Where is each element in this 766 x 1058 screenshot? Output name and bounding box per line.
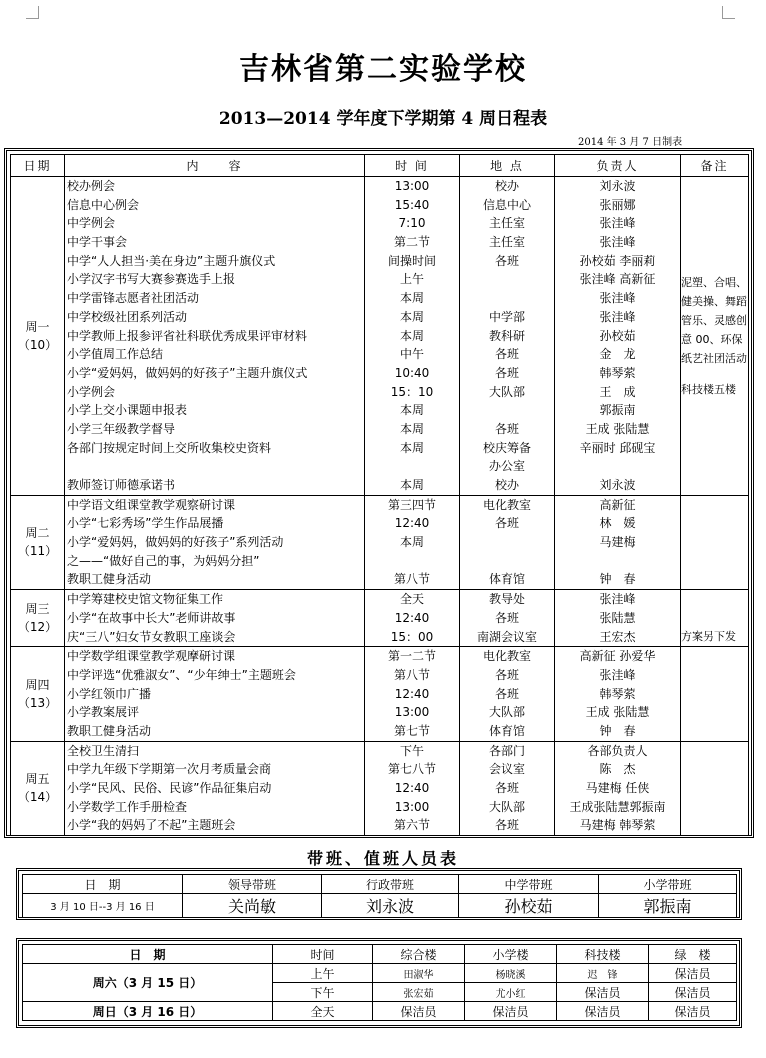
event-content-column	[65, 741, 365, 835]
event-time: 本周	[399, 421, 424, 436]
weekend-sun-row	[23, 1002, 737, 1021]
event-place: 办公室	[488, 459, 525, 474]
weekend-header-primary: 小学楼	[465, 945, 557, 964]
event-time-column	[365, 177, 460, 496]
duty-table	[22, 874, 737, 918]
event-content: 小学“民风、民俗、民谚”作品征集启动	[67, 781, 272, 795]
event-time: 15：00	[390, 629, 434, 644]
event-place: 中学部	[488, 309, 525, 324]
event-place: 主任室	[488, 216, 525, 231]
event-person: 马建梅	[599, 535, 636, 550]
event-content: 中学数学组课堂教学观摩研讨课	[67, 649, 236, 664]
event-content: 教职工健身活动	[67, 723, 152, 738]
event-place: 教科研	[488, 328, 525, 343]
event-time: 全天	[399, 592, 424, 607]
weekend-header-time: 时间	[273, 945, 373, 964]
schedule-header-row	[11, 155, 749, 177]
event-person: 刘永波	[599, 179, 636, 193]
event-place	[460, 289, 554, 308]
event-place	[460, 401, 554, 420]
event-person: 张洼峰	[599, 309, 636, 324]
event-place: 校庆筹备	[482, 440, 531, 455]
event-place: 各班	[494, 516, 519, 531]
event-place: 各班	[494, 610, 519, 625]
schedule-table	[10, 154, 749, 836]
event-content: 庆“三八”妇女节女教职工座谈会	[67, 629, 236, 644]
event-person: 王宏杰	[599, 629, 636, 644]
header-place: 地 点	[460, 155, 555, 177]
day-number: （10）	[17, 337, 58, 352]
event-time: 本周	[399, 328, 424, 343]
event-person: 马建梅 任侠	[585, 781, 650, 795]
event-content: 信息中心例会	[67, 197, 140, 212]
event-content: 小学“七彩秀场”学生作品展播	[67, 516, 224, 531]
day-label	[11, 647, 65, 741]
event-time-column	[365, 495, 460, 589]
event-place: 各班	[494, 781, 519, 795]
event-content: 全校卫生清扫	[67, 743, 140, 758]
event-content: 中学教师上报参评省社科联优秀成果评审材料	[67, 328, 308, 343]
sun-complex: 保洁员	[373, 1002, 465, 1021]
event-person: 孙校茹 李丽莉	[579, 253, 656, 268]
day-label	[11, 590, 65, 647]
sat-pm-complex: 张宏茹	[373, 983, 465, 1002]
weekend-sat-label: 周六（3 月 15 日）	[23, 964, 273, 1002]
sat-am-complex: 田淑华	[373, 964, 465, 983]
event-content: 教师签订师德承诺书	[67, 478, 176, 492]
day-note	[681, 590, 749, 647]
event-person	[555, 457, 680, 476]
event-person: 韩琴萦	[599, 365, 636, 380]
sat-pm-tech: 保洁员	[557, 983, 649, 1002]
event-time: 第一二节	[387, 649, 436, 664]
duty-header-primary: 小学带班	[599, 875, 737, 894]
day-number: （12）	[17, 620, 58, 635]
schedule-subtitle: 2013—2014 学年度下学期第 4 周日程表	[218, 109, 548, 129]
note-text: 方案另下发	[681, 630, 736, 644]
event-time: 本周	[399, 440, 424, 455]
duty-row	[23, 894, 737, 918]
event-person: 王成张陆慧郭振南	[569, 799, 666, 814]
event-place	[460, 533, 554, 552]
event-time-column	[365, 590, 460, 647]
event-place: 体育馆	[488, 723, 525, 738]
event-time: 第二节	[393, 235, 430, 250]
event-time: 第六节	[393, 818, 430, 833]
event-time: 本周	[399, 403, 424, 418]
duty-header-date: 日 期	[23, 875, 183, 894]
event-place: 大队部	[488, 384, 525, 399]
event-person: 孙校茹	[599, 328, 636, 343]
event-content: 教职工健身活动	[67, 572, 152, 587]
schedule-body	[11, 177, 749, 836]
event-person: 马建梅 韩琴萦	[579, 818, 656, 833]
event-place: 电化教室	[482, 497, 531, 512]
event-person: 张洼峰	[599, 291, 636, 306]
duty-primary: 郭振南	[599, 894, 737, 918]
event-place: 各班	[494, 347, 519, 362]
event-content: 中学九年级下学期第一次月考质量会商	[67, 762, 272, 777]
event-place: 各班	[494, 818, 519, 833]
made-date: 2014 年 3 月 7 日制表	[578, 137, 683, 148]
event-time: 本周	[399, 309, 424, 324]
duty-header-row	[23, 875, 737, 894]
event-person: 张洼峰	[599, 667, 636, 682]
event-person: 高新征	[599, 497, 636, 512]
event-time: 13:00	[394, 179, 430, 193]
day-row	[11, 741, 749, 835]
sat-pm-primary: 尤小红	[465, 983, 557, 1002]
event-content: 中学“人人担当·美在身边”主题升旗仪式	[67, 253, 276, 268]
event-time: 间操时间	[387, 253, 436, 268]
duty-leader: 关尚敏	[183, 894, 322, 918]
sun-tech: 保洁员	[557, 1002, 649, 1021]
sun-green: 保洁员	[649, 1002, 737, 1021]
header-date: 日期	[11, 155, 65, 177]
day-label	[11, 177, 65, 496]
weekend-sat-am-row	[23, 964, 737, 983]
event-content-column	[65, 590, 365, 647]
event-place: 教导处	[488, 592, 525, 607]
event-content	[65, 457, 364, 476]
event-time-column	[365, 647, 460, 741]
day-name: 周五	[25, 772, 50, 787]
event-person: 张洼峰	[599, 216, 636, 231]
event-person: 张丽娜	[599, 197, 636, 212]
event-person: 郭振南	[599, 403, 636, 418]
event-time: 15：10	[390, 384, 434, 399]
event-person: 钟 春	[599, 723, 636, 738]
event-content: 中学雷锋志愿者社团活动	[67, 291, 200, 306]
event-time-column	[365, 741, 460, 835]
event-content: 小学三年级教学督导	[67, 421, 176, 436]
day-row	[11, 177, 749, 496]
event-place-column	[460, 647, 555, 741]
event-place-column	[460, 741, 555, 835]
event-person: 林 媛	[599, 516, 636, 531]
event-person: 陈 杰	[599, 762, 636, 777]
event-person: 韩琴萦	[599, 686, 636, 701]
event-time: 10:40	[394, 365, 430, 380]
event-content: 小学例会	[67, 384, 116, 399]
event-time	[365, 552, 459, 571]
event-content-column	[65, 647, 365, 741]
day-name: 周四	[25, 677, 50, 692]
sat-am-time: 上午	[273, 964, 373, 983]
duty-header-leader: 领导带班	[183, 875, 322, 894]
header-time: 时 间	[365, 155, 460, 177]
event-time: 12:40	[394, 610, 430, 625]
event-person-column	[555, 647, 681, 741]
sat-pm-time: 下午	[273, 983, 373, 1002]
event-time: 12:40	[394, 686, 430, 701]
event-person: 钟 春	[599, 572, 636, 587]
weekend-header-row	[23, 945, 737, 964]
event-time: 第三四节	[387, 497, 436, 512]
event-content: 小学数学工作手册检查	[67, 799, 188, 814]
event-place-column	[460, 590, 555, 647]
event-time: 本周	[399, 478, 424, 492]
event-content: 小学“在故事中长大”老师讲故事	[67, 610, 236, 625]
event-place: 各班	[494, 421, 519, 436]
event-place: 体育馆	[488, 572, 525, 587]
event-place: 校办	[494, 179, 519, 193]
event-place: 各班	[494, 253, 519, 268]
event-place-column	[460, 177, 555, 496]
event-person: 王成 张陆慧	[585, 421, 650, 436]
event-person: 高新征 孙爱华	[579, 649, 656, 664]
event-content: 小学教案展评	[67, 705, 140, 720]
event-place: 南湖会议室	[476, 629, 537, 644]
header-note: 备注	[681, 155, 749, 177]
sun-primary: 保洁员	[465, 1002, 557, 1021]
day-note	[681, 495, 749, 589]
event-content: 小学“爱妈妈，做妈妈的好孩子”系列活动	[67, 535, 284, 550]
day-row	[11, 590, 749, 647]
event-place	[460, 552, 554, 571]
event-content-column	[65, 495, 365, 589]
event-place: 大队部	[488, 799, 525, 814]
school-title: 吉林省第二实验学校	[239, 52, 527, 87]
event-content: 中学例会	[67, 216, 116, 231]
day-note	[681, 647, 749, 741]
event-content: 中学筹建校史馆文物征集工作	[67, 592, 224, 607]
event-place: 各班	[494, 365, 519, 380]
duty-date: 3 月 10 日--3 月 16 日	[23, 894, 183, 918]
event-time: 中午	[399, 347, 424, 362]
event-content: 之——“做好自己的事，为妈妈分担”	[67, 553, 260, 568]
weekend-header-date: 日 期	[23, 945, 273, 964]
event-place: 各部门	[488, 743, 525, 758]
event-time: 13:00	[394, 705, 430, 720]
event-place	[460, 270, 554, 289]
event-person-column	[555, 177, 681, 496]
event-person: 张洼峰	[599, 235, 636, 250]
event-person: 刘永波	[599, 478, 636, 492]
event-person: 王成 张陆慧	[585, 705, 650, 720]
event-time: 第七节	[393, 723, 430, 738]
event-place: 校办	[494, 478, 519, 492]
event-place: 会议室	[488, 762, 525, 777]
event-content: 小学“爱妈妈，做妈妈的好孩子”主题升旗仪式	[67, 365, 308, 380]
event-person: 张陆慧	[599, 610, 636, 625]
event-place: 大队部	[488, 705, 525, 720]
event-person-column	[555, 590, 681, 647]
header-content: 内 容	[65, 155, 365, 177]
event-time: 上午	[399, 272, 424, 287]
event-person: 金 龙	[599, 347, 636, 362]
event-content: 中学校级社团系列活动	[67, 309, 188, 324]
sat-am-tech: 迟 锋	[557, 964, 649, 983]
event-person: 王 成	[599, 384, 636, 399]
event-content: 中学评选“优雅淑女”、“少年绅士”主题班会	[67, 667, 296, 682]
event-time: 本周	[399, 535, 424, 550]
event-content-column	[65, 177, 365, 496]
event-content: 小学汉字书写大赛参赛选手上报	[67, 272, 236, 287]
crop-mark-right	[722, 6, 735, 19]
event-person: 各部负责人	[587, 743, 648, 758]
event-content: 小学上交小课题申报表	[67, 403, 188, 418]
event-content: 小学值周工作总结	[67, 347, 164, 362]
event-time: 第八节	[393, 572, 430, 587]
duty-header-admin: 行政带班	[322, 875, 459, 894]
event-time	[365, 457, 459, 476]
event-content: 小学红领巾广播	[67, 686, 152, 701]
duty-middle: 孙校茹	[459, 894, 599, 918]
note-location: 科技楼五楼	[681, 382, 736, 396]
event-content: 各部门按规定时间上交所收集校史资料	[67, 440, 272, 455]
sat-am-green: 保洁员	[649, 964, 737, 983]
event-person	[555, 552, 680, 571]
event-place: 各班	[494, 686, 519, 701]
event-person: 张洼峰	[599, 592, 636, 607]
day-label	[11, 741, 65, 835]
note-text: 泥塑、合唱、健美操、舞蹈管乐、灵感创意 00、环保纸艺社团活动	[681, 275, 747, 365]
event-place-column	[460, 495, 555, 589]
day-name: 周一	[25, 319, 50, 334]
event-person-column	[555, 741, 681, 835]
sat-am-primary: 杨晓溪	[465, 964, 557, 983]
day-row	[11, 647, 749, 741]
event-time: 15:40	[394, 197, 430, 212]
event-place: 信息中心	[482, 197, 531, 212]
event-content: 中学干事会	[67, 235, 128, 250]
day-name: 周二	[25, 526, 50, 541]
duty-title: 带班、值班人员表	[306, 849, 459, 868]
weekend-table	[22, 944, 737, 1021]
weekend-header-tech: 科技楼	[557, 945, 649, 964]
day-label	[11, 495, 65, 589]
event-person: 辛丽时 邱砚宝	[579, 440, 656, 455]
event-time: 第七八节	[387, 762, 436, 777]
duty-header-middle: 中学带班	[459, 875, 599, 894]
event-person: 张洼峰 高新征	[579, 272, 656, 287]
weekend-header-green: 绿 楼	[649, 945, 737, 964]
day-number: （11）	[17, 544, 58, 559]
weekend-header-complex: 综合楼	[373, 945, 465, 964]
event-time: 13:00	[394, 799, 430, 814]
duty-admin: 刘永波	[322, 894, 459, 918]
event-place: 电化教室	[482, 649, 531, 664]
day-row	[11, 495, 749, 589]
event-time: 12:40	[394, 516, 430, 531]
day-note	[681, 741, 749, 835]
event-person-column	[555, 495, 681, 589]
day-number: （14）	[17, 790, 58, 805]
crop-mark-left	[26, 6, 39, 19]
event-time: 第八节	[393, 667, 430, 682]
day-name: 周三	[25, 602, 50, 617]
weekend-sun-label: 周日（3 月 16 日）	[23, 1002, 273, 1021]
event-content: 中学语文组课堂教学观察研讨课	[67, 497, 236, 512]
day-note	[681, 177, 749, 496]
event-content: 校办例会	[67, 179, 116, 193]
event-time: 本周	[399, 291, 424, 306]
event-time: 下午	[399, 743, 424, 758]
sat-pm-green: 保洁员	[649, 983, 737, 1002]
event-time: 12:40	[394, 781, 430, 795]
event-content: 小学“我的妈妈了不起”主题班会	[67, 818, 236, 833]
event-place: 各班	[494, 667, 519, 682]
event-place: 主任室	[488, 235, 525, 250]
event-time: 7:10	[398, 216, 426, 231]
header-person: 负责人	[555, 155, 681, 177]
day-number: （13）	[17, 695, 58, 710]
sun-time: 全天	[273, 1002, 373, 1021]
